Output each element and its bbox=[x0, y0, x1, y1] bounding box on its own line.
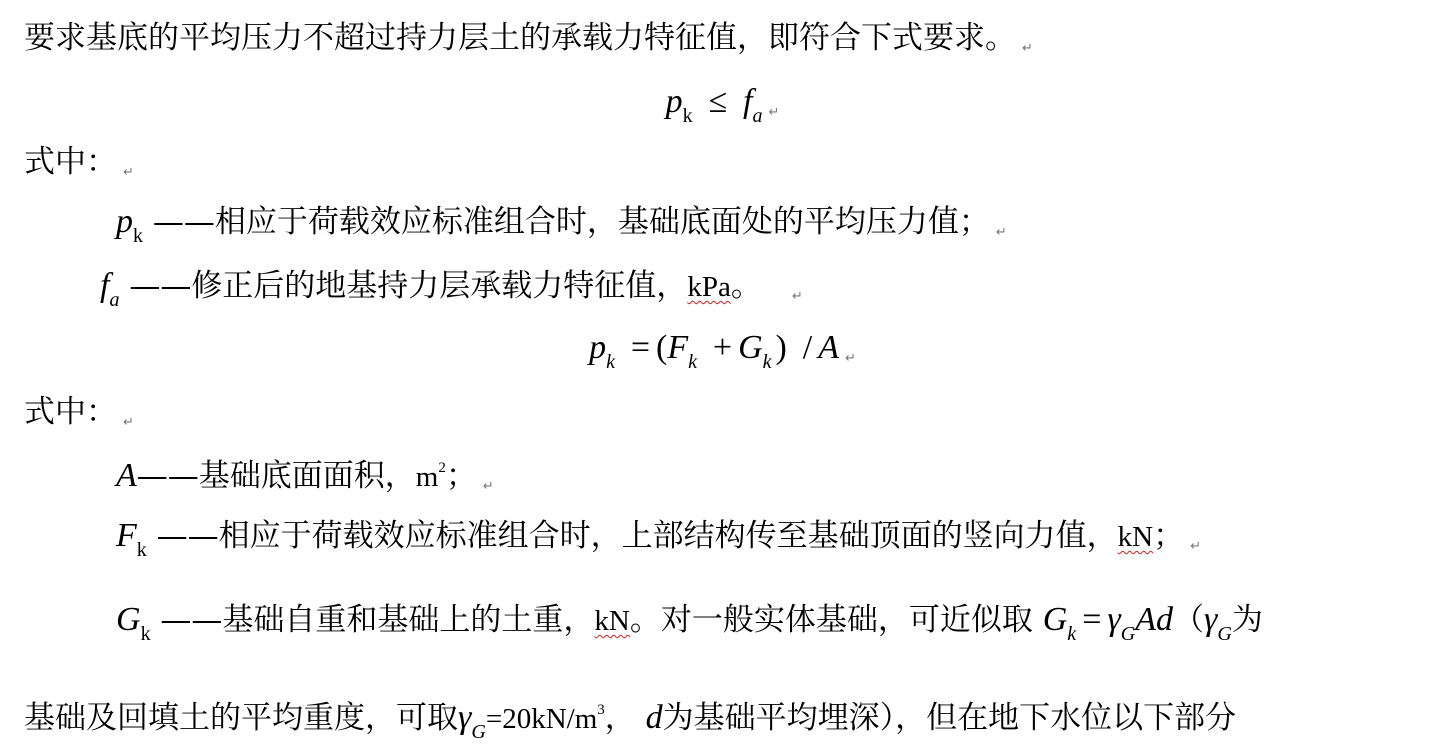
paragraph-mark: ↵ bbox=[768, 105, 780, 120]
operator-plus: + bbox=[712, 329, 733, 366]
symbol-p: p bbox=[116, 203, 133, 240]
equation-pk-formula bbox=[0, 328, 1445, 375]
subscript-k: k bbox=[688, 351, 698, 373]
symbol-A: A bbox=[818, 329, 839, 366]
subscript-k: k bbox=[606, 351, 615, 373]
symbol-gamma: γ bbox=[458, 699, 472, 736]
dash: —— bbox=[160, 602, 223, 638]
subscript-a: a bbox=[752, 105, 763, 127]
superscript-3: 3 bbox=[597, 702, 605, 718]
where-label bbox=[24, 392, 134, 439]
definition-text: 基础底面面积， bbox=[198, 458, 416, 494]
dash: —— bbox=[129, 268, 192, 304]
symbol-p: p bbox=[665, 83, 683, 120]
definition-text-2: 。对一般实体基础，可近似取 bbox=[629, 602, 1033, 638]
period: 。 bbox=[730, 268, 762, 304]
subscript-k: k bbox=[682, 105, 693, 127]
left-paren: ( bbox=[656, 329, 668, 366]
value-20kn-m: =20kN/m bbox=[485, 703, 598, 735]
symbol-gamma: γ bbox=[1107, 601, 1121, 638]
unit-kn: kN bbox=[1117, 521, 1154, 553]
superscript-2: 2 bbox=[438, 460, 446, 476]
symbol-gamma: γ bbox=[1204, 601, 1218, 638]
text-part-2: 为基础平均埋深），但在地下水位以下部分 bbox=[662, 700, 1237, 736]
paragraph-requirement bbox=[24, 18, 1033, 65]
definition-Fk bbox=[116, 516, 1201, 563]
definition-A bbox=[116, 456, 494, 503]
definition-text: 修正后的地基持力层承载力特征值， bbox=[191, 268, 688, 304]
subscript-k: k bbox=[136, 539, 147, 561]
definition-Gk bbox=[116, 600, 1263, 644]
subscript-a: a bbox=[109, 289, 120, 311]
paragraph-mark: ↵ bbox=[995, 225, 1007, 240]
subscript-G: G bbox=[1217, 623, 1232, 645]
definition-text: 基础自重和基础上的土重， bbox=[222, 602, 595, 638]
wei-text: 为 bbox=[1231, 602, 1263, 638]
equation-pk-le-fa bbox=[0, 82, 1445, 129]
symbol-p: p bbox=[589, 329, 607, 366]
unit-kpa: kPa bbox=[687, 271, 731, 303]
symbol-f: f bbox=[100, 267, 110, 304]
where-label bbox=[24, 142, 134, 189]
paragraph-continuation bbox=[24, 698, 1236, 744]
definition-text: 相应于荷载效应标准组合时，上部结构传至基础顶面的竖向力值， bbox=[218, 518, 1118, 554]
subscript-k: k bbox=[133, 225, 143, 247]
where-text: 式中： bbox=[24, 144, 117, 180]
open-paren: （ bbox=[1173, 602, 1205, 638]
subscript-G: G bbox=[471, 721, 486, 743]
symbol-G: G bbox=[738, 329, 763, 366]
symbol-F: F bbox=[116, 517, 137, 554]
definition-pk bbox=[116, 202, 1007, 249]
comma: ， bbox=[604, 700, 636, 736]
operator-eq: = bbox=[1082, 601, 1102, 638]
symbol-G: G bbox=[116, 601, 141, 638]
semicolon: ； bbox=[445, 458, 477, 494]
dash: —— bbox=[152, 204, 215, 240]
subscript-k: k bbox=[762, 351, 772, 373]
dash: —— bbox=[136, 458, 199, 494]
symbol-d: d bbox=[645, 699, 663, 736]
right-paren: ) bbox=[775, 329, 787, 366]
symbol-Ad: Ad bbox=[1135, 601, 1174, 638]
subscript-k: k bbox=[1067, 623, 1077, 645]
operator-eq: = bbox=[630, 329, 651, 366]
text-part-1: 基础及回填土的平均重度，可取 bbox=[24, 700, 458, 736]
dash: —— bbox=[156, 518, 219, 554]
symbol-F: F bbox=[667, 329, 689, 366]
symbol-f: f bbox=[743, 83, 753, 120]
operator-slash: / bbox=[802, 329, 813, 366]
symbol-G: G bbox=[1042, 601, 1068, 638]
definition-text: 相应于荷载效应标准组合时，基础底面处的平均压力值； bbox=[214, 204, 990, 240]
symbol-A: A bbox=[116, 457, 137, 494]
paragraph-mark: ↵ bbox=[482, 479, 494, 494]
unit-kn: kN bbox=[594, 605, 630, 637]
subscript-G: G bbox=[1120, 623, 1136, 645]
semicolon: ； bbox=[1153, 518, 1185, 554]
paragraph-mark: ↵ bbox=[844, 351, 856, 366]
unit-m: m bbox=[415, 461, 439, 493]
operator-le: ≤ bbox=[708, 83, 728, 120]
where-text: 式中： bbox=[24, 394, 117, 430]
paragraph-mark: ↵ bbox=[123, 165, 134, 180]
subscript-k: k bbox=[140, 623, 151, 645]
definition-fa bbox=[100, 266, 803, 313]
paragraph-mark: ↵ bbox=[1190, 539, 1201, 554]
paragraph-mark: ↵ bbox=[123, 415, 134, 430]
paragraph-mark: ↵ bbox=[791, 289, 803, 304]
paragraph-mark: ↵ bbox=[1022, 41, 1033, 56]
paragraph-text: 要求基底的平均压力不超过持力层土的承载力特征值，即符合下式要求。 bbox=[24, 20, 1016, 56]
